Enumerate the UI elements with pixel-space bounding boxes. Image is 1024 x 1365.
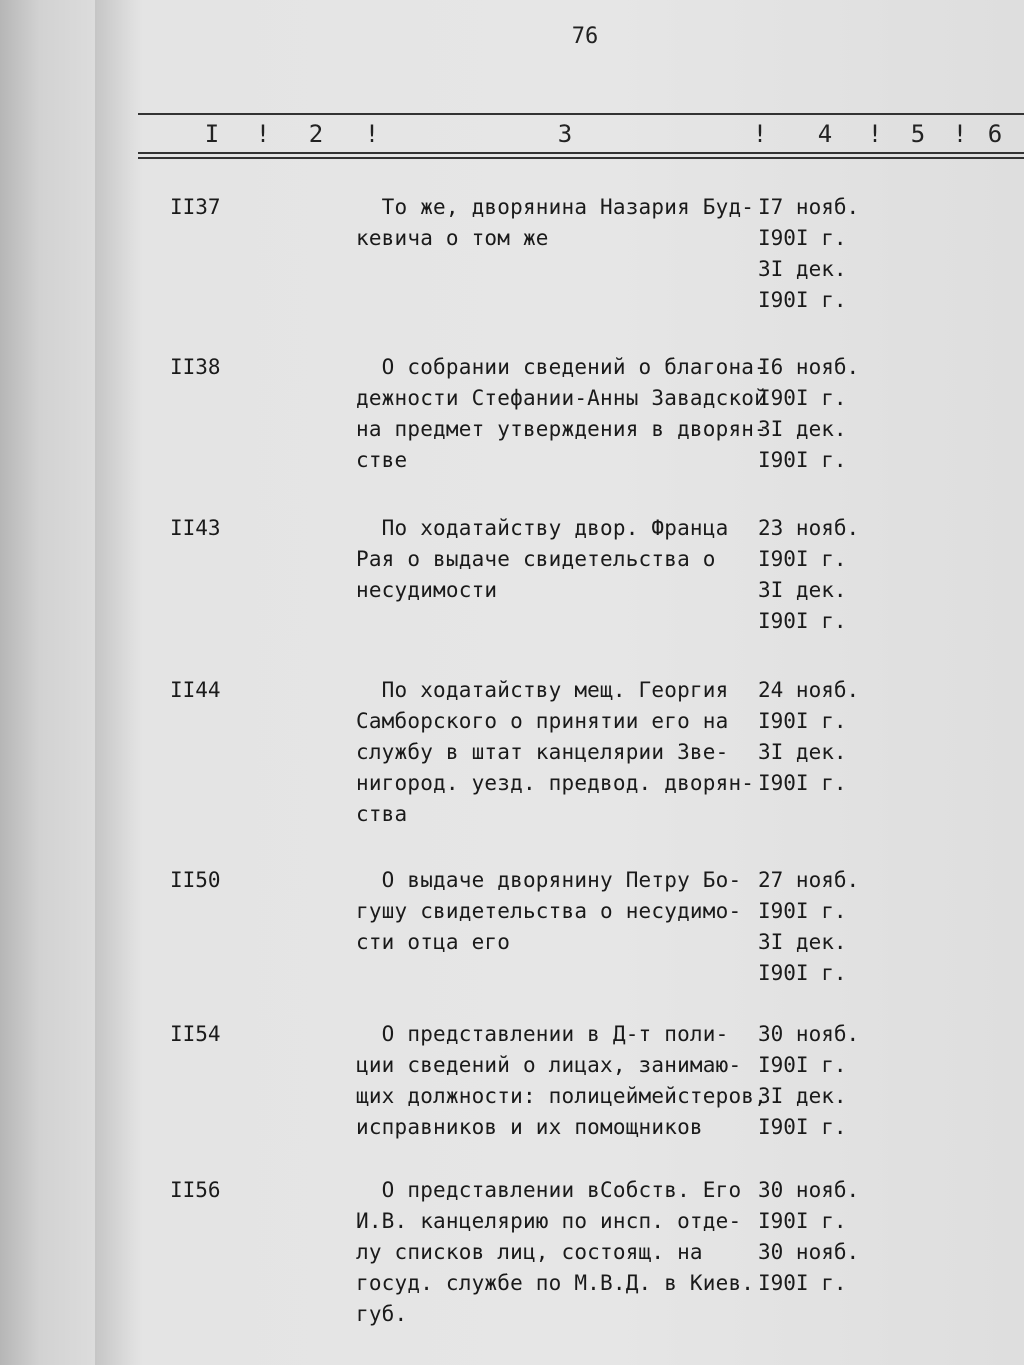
entry-description-line: несудимости — [356, 578, 498, 602]
entry-description-line: ции сведений о лицах, занимаю- — [356, 1053, 742, 1077]
entry-date-line: 3I дек. — [758, 257, 847, 281]
header-rule-bottom — [138, 152, 1024, 154]
entry-description-line: То же, дворянина Назария Буд- — [356, 195, 755, 219]
entry-date-line: I90I г. — [758, 226, 847, 250]
entry-date-line: I90I г. — [758, 771, 847, 795]
entry-description-line: ства — [356, 802, 408, 826]
entry-description-line: госуд. службе по М.В.Д. в Киев. — [356, 1271, 755, 1295]
entry-description-line: щих должности: полицеймейстеров, — [356, 1084, 767, 1108]
entry-date-line: 3I дек. — [758, 417, 847, 441]
entry-date-line: 30 нояб. — [758, 1022, 860, 1046]
header-rule-top — [138, 113, 1024, 115]
entry-date-line: I90I г. — [758, 448, 847, 472]
entry-number: II43 — [170, 516, 221, 540]
entry-description-line: По ходатайству двор. Франца — [356, 516, 729, 540]
column-separator: ! — [364, 120, 380, 148]
entry-description-line: Рая о выдаче свидетельства о — [356, 547, 716, 571]
entry-description-line: По ходатайству мещ. Георгия — [356, 678, 729, 702]
entry-description-line: О собрании сведений о благона- — [356, 355, 767, 379]
entry-description-line: службу в штат канцелярии Зве- — [356, 740, 729, 764]
entry-date-line: I90I г. — [758, 1209, 847, 1233]
entry-description-line: кевича о том же — [356, 226, 549, 250]
entry-description-line: И.В. канцелярию по инсп. отде- — [356, 1209, 742, 1233]
page-number: 76 — [571, 24, 599, 49]
entry-description-line: Самборского о принятии его на — [356, 709, 729, 733]
entry-date-line: I6 нояб. — [758, 355, 860, 379]
entry-description-line: лу списков лиц, состоящ. на — [356, 1240, 703, 1264]
column-number: 5 — [910, 120, 926, 148]
entry-description-line: стве — [356, 448, 408, 472]
column-separator: ! — [952, 120, 968, 148]
entry-number: II38 — [170, 355, 221, 379]
page-binding-shadow — [95, 0, 143, 1365]
entry-date-line: I90I г. — [758, 1115, 847, 1139]
entry-date-line: I90I г. — [758, 961, 847, 985]
column-number: 4 — [817, 120, 833, 148]
entry-number: II37 — [170, 195, 221, 219]
entry-date-line: 23 нояб. — [758, 516, 860, 540]
entry-date-line: 3I дек. — [758, 578, 847, 602]
entry-description-line: сти отца его — [356, 930, 511, 954]
entry-description-line: О выдаче дворянину Петру Бо- — [356, 868, 742, 892]
entry-date-line: 24 нояб. — [758, 678, 860, 702]
entry-date-line: 3I дек. — [758, 740, 847, 764]
column-number: 3 — [557, 120, 573, 148]
entry-date-line: I90I г. — [758, 386, 847, 410]
entry-date-line: I90I г. — [758, 609, 847, 633]
entry-date-line: 30 нояб. — [758, 1240, 860, 1264]
entry-date-line: 30 нояб. — [758, 1178, 860, 1202]
entry-description-line: на предмет утверждения в дворян- — [356, 417, 767, 441]
entry-description-line: исправников и их помощников — [356, 1115, 703, 1139]
entry-date-line: I90I г. — [758, 899, 847, 923]
column-separator: ! — [255, 120, 271, 148]
entry-date-line: 3I дек. — [758, 1084, 847, 1108]
column-number: I — [204, 120, 220, 148]
column-number: 2 — [308, 120, 324, 148]
entry-number: II50 — [170, 868, 221, 892]
entry-number: II56 — [170, 1178, 221, 1202]
entry-date-line: I90I г. — [758, 1271, 847, 1295]
entry-description-line: гушу свидетельства о несудимо- — [356, 899, 742, 923]
entry-date-line: I7 нояб. — [758, 195, 860, 219]
entry-description-line: О представлении вСобств. Его — [356, 1178, 742, 1202]
column-number: 6 — [987, 120, 1003, 148]
entry-date-line: I90I г. — [758, 547, 847, 571]
column-separator: ! — [752, 120, 768, 148]
entry-date-line: I90I г. — [758, 288, 847, 312]
entry-date-line: 27 нояб. — [758, 868, 860, 892]
entry-description-line: губ. — [356, 1302, 408, 1326]
entry-date-line: 3I дек. — [758, 930, 847, 954]
entry-description-line: дежности Стефании-Анны Завадской — [356, 386, 767, 410]
entry-date-line: I90I г. — [758, 1053, 847, 1077]
header-rule-bottom-double — [138, 157, 1024, 159]
column-separator: ! — [867, 120, 883, 148]
entry-description-line: нигород. уезд. предвод. дворян- — [356, 771, 755, 795]
entry-description-line: О представлении в Д-т поли- — [356, 1022, 729, 1046]
entry-date-line: I90I г. — [758, 709, 847, 733]
entry-number: II44 — [170, 678, 221, 702]
entry-number: II54 — [170, 1022, 221, 1046]
